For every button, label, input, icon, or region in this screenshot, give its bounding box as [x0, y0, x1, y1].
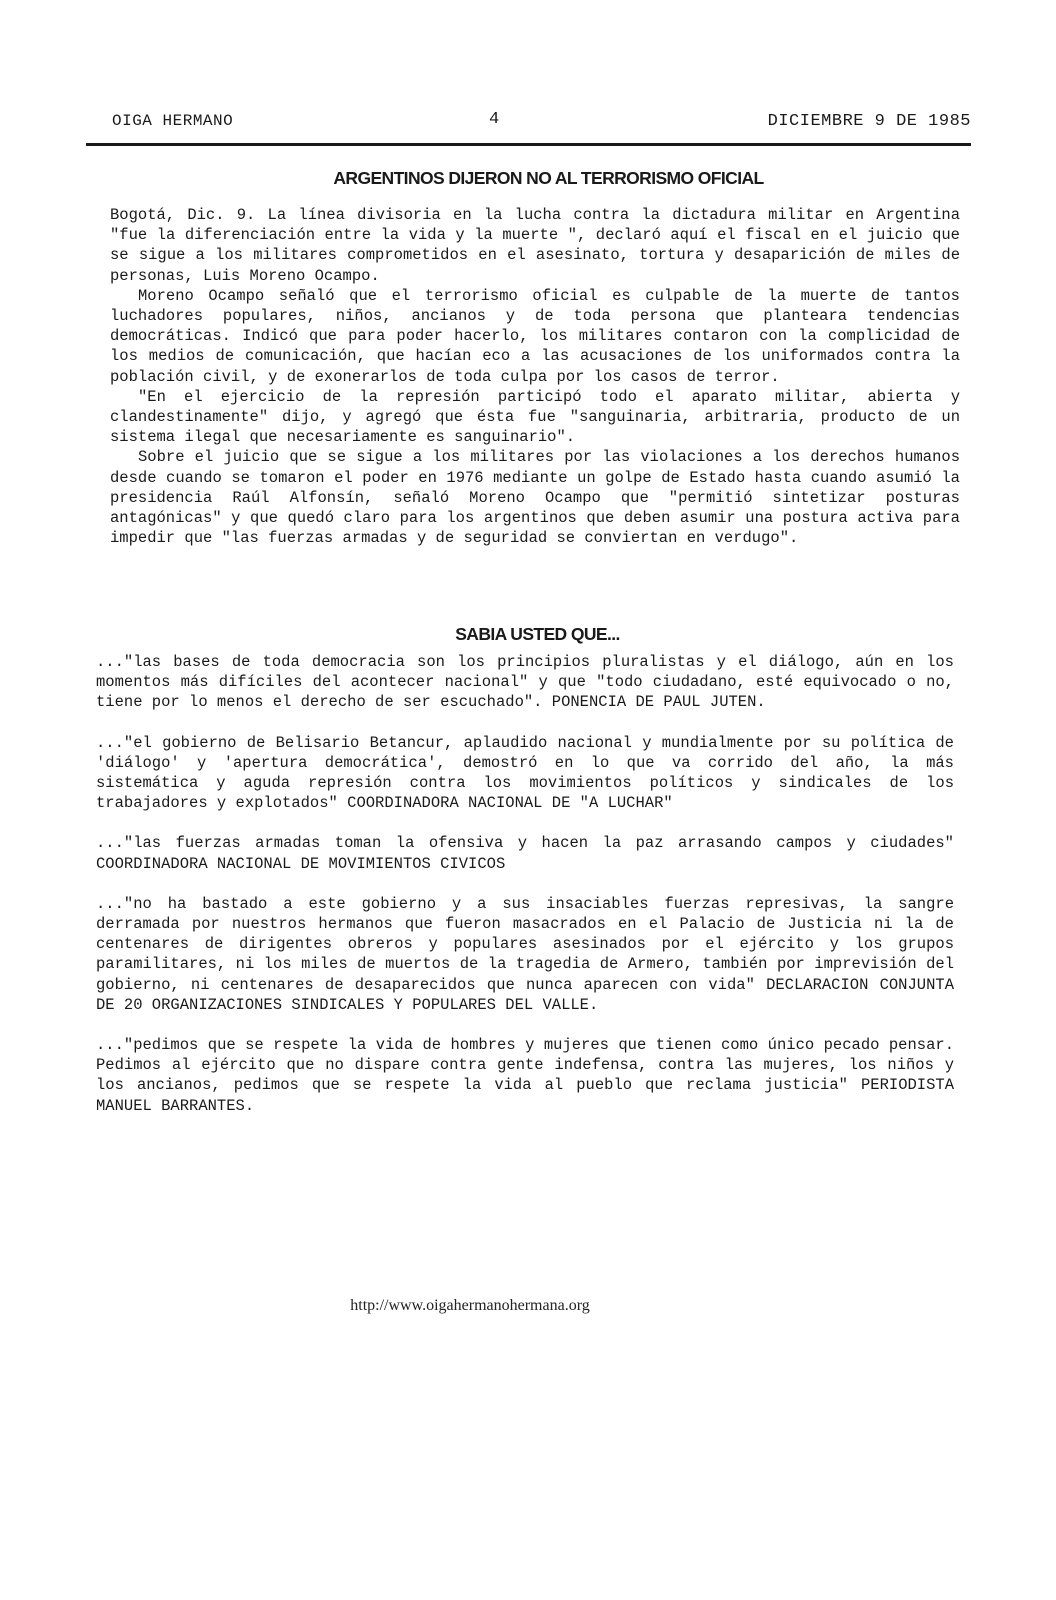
quote-item: ..."las fuerzas armadas toman la ofensiva y hacen la paz arrasando campos y ciudades" COORDINADORA NACIONAL DE MOVIMIENTOS CIVICOS — [96, 834, 954, 873]
publication-name: OIGA HERMANO — [112, 112, 234, 130]
quote-item: ..."el gobierno de Belisario Betancur, aplaudido nacional y mundialmente por su política de 'diálogo' y 'apertura democrática', demostró en lo que va corrido del año, la más sistemática y aguda represión contra los movimientos políticos y sindicales de los trabajadores y explotados" COORDINADORA NACIONAL DE "A LUCHAR" — [96, 733, 954, 813]
quote-item: ..."pedimos que se respete la vida de hombres y mujeres que tienen como único pecado pensar. Pedimos al ejército que no dispare contra gente indefensa, contra las mujeres, los niños y los ancianos, pedimos que se respete la vida al pueblo que reclama justicia" PERIODISTA MANUEL BARRANTES. — [96, 1036, 954, 1115]
section-title: SABIA USTED QUE... — [455, 624, 620, 644]
quotes-section — [96, 652, 954, 1136]
header-divider — [86, 143, 971, 146]
page-header — [86, 108, 971, 138]
issue-date: DICIEMBRE 9 DE 1985 — [767, 112, 971, 131]
article-paragraph: "En el ejercicio de la represión participó todo el aparato militar, abierta y clandestinamente" dijo, y agregó que ésta fue "sanguinaria, arbitraria, producto de un sistema ilegal que necesariamente es sanguinario". — [110, 387, 960, 447]
article-title: ARGENTINOS DIJERON NO AL TERRORISMO OFICIAL — [333, 168, 764, 188]
quote-item: ..."las bases de toda democracia son los principios pluralistas y el diálogo, aún en los momentos más difíciles del acontecer nacional" y que "todo ciudadano, esté equivocado o no, tiene por lo menos el derecho de ser escuchado". PONENCIA DE PAUL JUTEN. — [96, 653, 954, 712]
article-paragraph: Moreno Ocampo señaló que el terrorismo oficial es culpable de la muerte de tantos luchadores populares, niños, ancianos y de toda persona que planteara tendencias democráticas. Indicó que para poder hacerlo, los militares contaron con la complicidad de los medios de comunicación, que hacían eco a las acusaciones de los uniformados contra la población civil, y de exonerarlos de toda culpa por los casos de terror. — [110, 286, 960, 386]
quote-item: ..."no ha bastado a este gobierno y a sus insaciables fuerzas represivas, la sangre derramada por nuestros hermanos que fueron masacrados en el Palacio de Justicia ni la de centenares de dirigentes obreros y populares asesinados por el ejército y los grupos paramilitares, ni los miles de muertos de la tragedia de Armero, también por imprevisión del gobierno, ni centenares de desaparecidos que nunca aparecen con vida" DECLARACION CONJUNTA DE 20 ORGANIZACIONES SINDICALES Y POPULARES DEL VALLE. — [96, 894, 954, 1014]
article-body — [110, 205, 960, 548]
footer-url: http://www.oigahermanohermana.org — [350, 1297, 590, 1314]
article-paragraph: Bogotá, Dic. 9. La línea divisoria en la lucha contra la dictadura militar en Argentina "fue la diferenciación entre la vida y la muerte ", declaró aquí el fiscal en el juicio que se sigue a los militares comprometidos en el asesinato, tortura y desaparición de miles de personas, Luis Moreno Ocampo. — [110, 206, 960, 285]
page-number: 4 — [489, 110, 500, 129]
article-paragraph: Sobre el juicio que se sigue a los militares por las violaciones a los derechos humanos desde cuando se tomaron el poder en 1976 mediante un golpe de Estado hasta cuando asumió la presidencia Raúl Alfonsín, señaló Moreno Ocampo que "permitió sintetizar posturas antagónicas" y que quedó claro para los argentinos que deben asumir una postura activa para impedir que "las fuerzas armadas y de seguridad se conviertan en verdugo". — [110, 448, 960, 548]
